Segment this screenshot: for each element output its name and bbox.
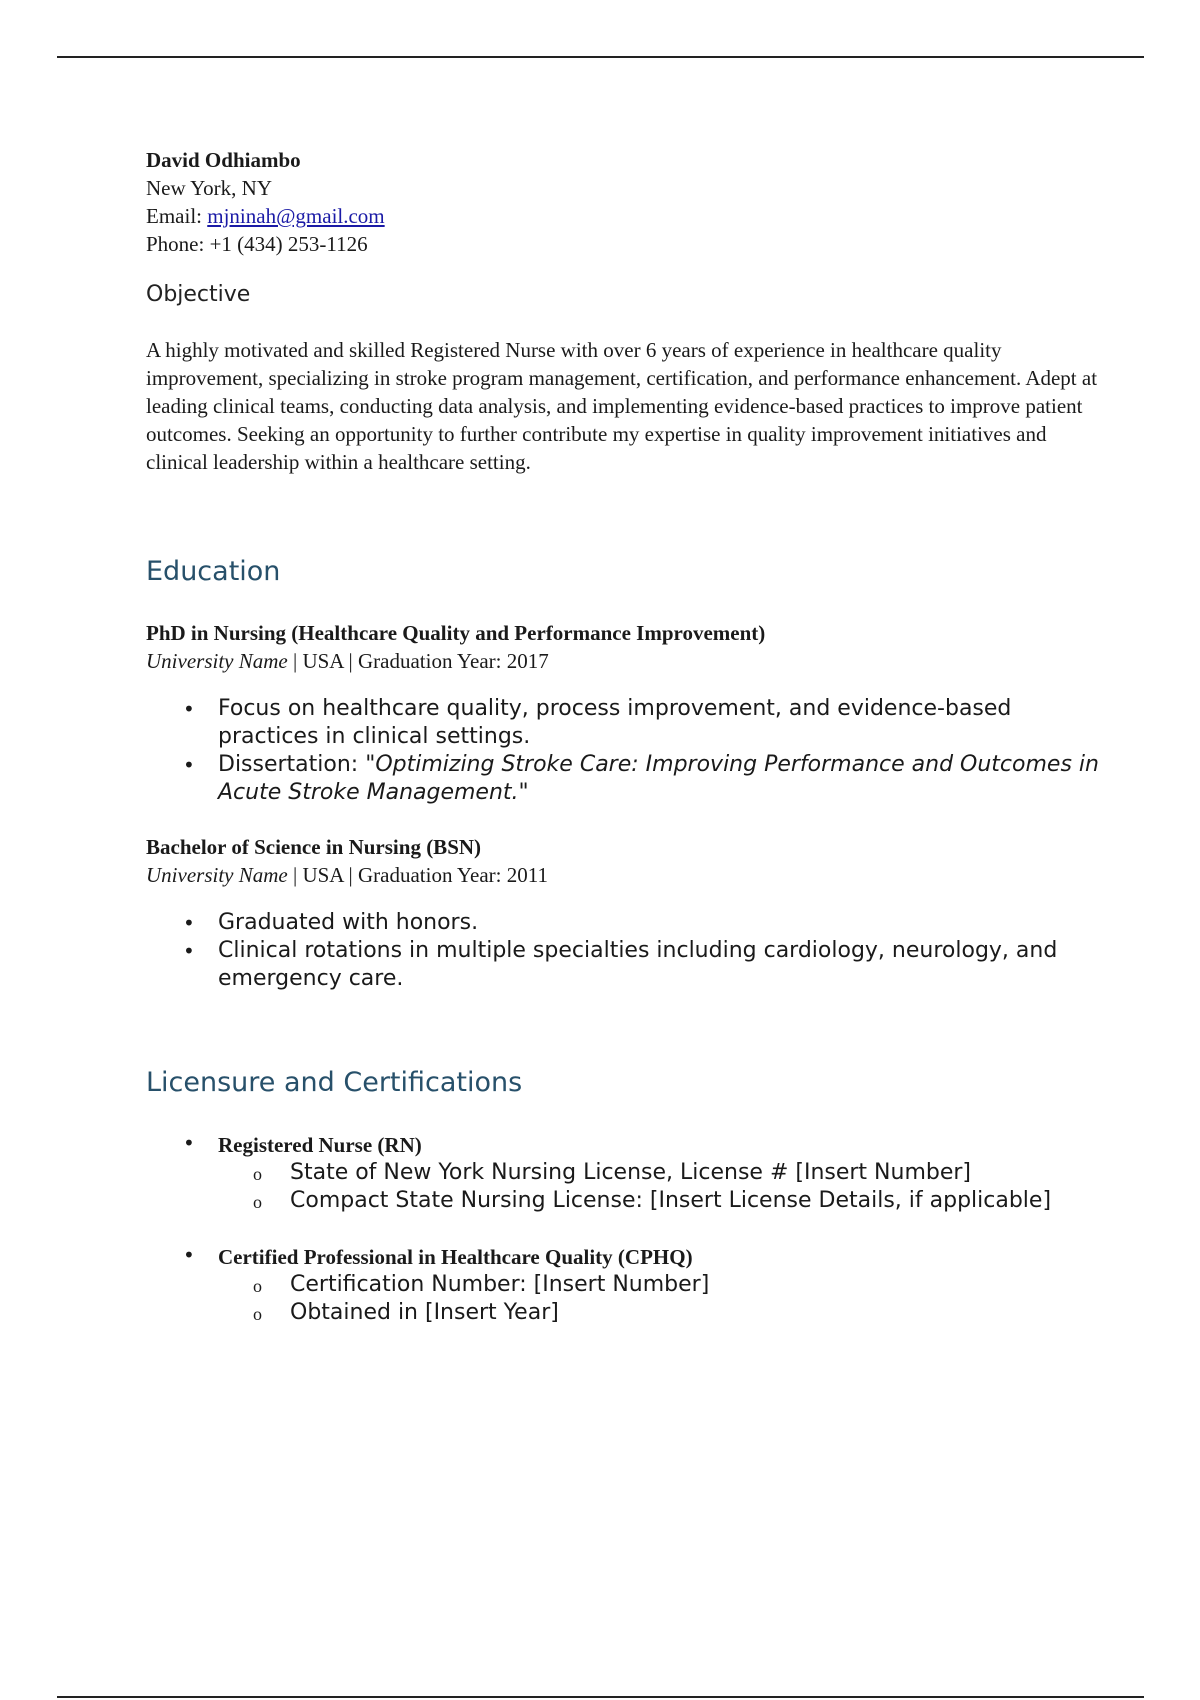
certification-item: [146, 1243, 1106, 1327]
list-item: • Focus on healthcare quality, process improvement, and evidence-based practices in clinical settings.: [146, 695, 1106, 751]
bsn-bullets: [146, 909, 1106, 993]
candidate-name: David Odhiambo: [146, 148, 301, 172]
objective-text: A highly motivated and skilled Registered Nurse with over 6 years of experience in healthcare quality improvement, specializing in stroke program management, certification, and performance enhancement. Adept at leading clinical teams, conducting data analysis, and implementing evidence-based practices to improve patient outcomes. Seeking an opportunity to further contribute my expertise in quality improvement initiatives and clinical leadership within a healthcare setting.: [146, 338, 1098, 474]
cert-sublist: [218, 1159, 1106, 1215]
university-name: University Name: [146, 649, 288, 673]
cert-title: • Certified Professional in Healthcare Quality (CPHQ): [218, 1245, 693, 1269]
objective-heading: Objective: [146, 282, 251, 307]
degree-title: PhD in Nursing (Healthcare Quality and Performance Improvement): [146, 621, 766, 645]
degree-details: | USA | Graduation Year: 2011: [287, 863, 548, 887]
phone: Phone: +1 (434) 253-1126: [146, 232, 368, 256]
sub-item: o Obtained in [Insert Year]: [217, 1299, 1106, 1327]
email-label: Email:: [146, 204, 202, 228]
certification-list: [146, 1131, 1106, 1327]
degree-bsn: [146, 833, 1106, 889]
university-name: University Name: [146, 863, 288, 887]
list-item: [146, 751, 1106, 807]
list-item: • Clinical rotations in multiple specialties including cardiology, neurology, and emergency care.: [146, 937, 1106, 993]
degree-meta: [146, 647, 1106, 675]
phd-bullets: [146, 695, 1106, 807]
contact-block: [146, 146, 1106, 258]
location: New York, NY: [146, 176, 273, 200]
education-heading: Education: [146, 556, 281, 587]
licensure-heading: Licensure and Certifications: [146, 1067, 523, 1098]
email-link[interactable]: mjninah@gmail.com: [207, 204, 385, 228]
cert-title: • Registered Nurse (RN): [218, 1133, 422, 1157]
cert-sublist: [218, 1271, 1106, 1327]
sub-item: o Certification Number: [Insert Number]: [217, 1271, 1106, 1299]
degree-phd: [146, 619, 1106, 675]
sub-item: o Compact State Nursing License: [Insert License Details, if applicable]: [217, 1187, 1106, 1215]
resume-page: [146, 146, 1106, 1327]
sub-item: o State of New York Nursing License, License # [Insert Number]: [217, 1159, 1106, 1187]
bottom-rule: [57, 1696, 1144, 1698]
dissertation-label: Dissertation:: [218, 752, 366, 777]
list-item: • Graduated with honors.: [146, 909, 1106, 937]
dissertation-title: "Optimizing Stroke Care: Improving Performance and Outcomes in Acute Stroke Management.": [218, 752, 1099, 805]
degree-details: | USA | Graduation Year: 2017: [287, 649, 549, 673]
degree-meta: [146, 861, 1106, 889]
email-line: [146, 202, 1106, 230]
certification-item: [146, 1131, 1106, 1215]
degree-title: Bachelor of Science in Nursing (BSN): [146, 835, 482, 859]
top-rule: [57, 56, 1144, 58]
